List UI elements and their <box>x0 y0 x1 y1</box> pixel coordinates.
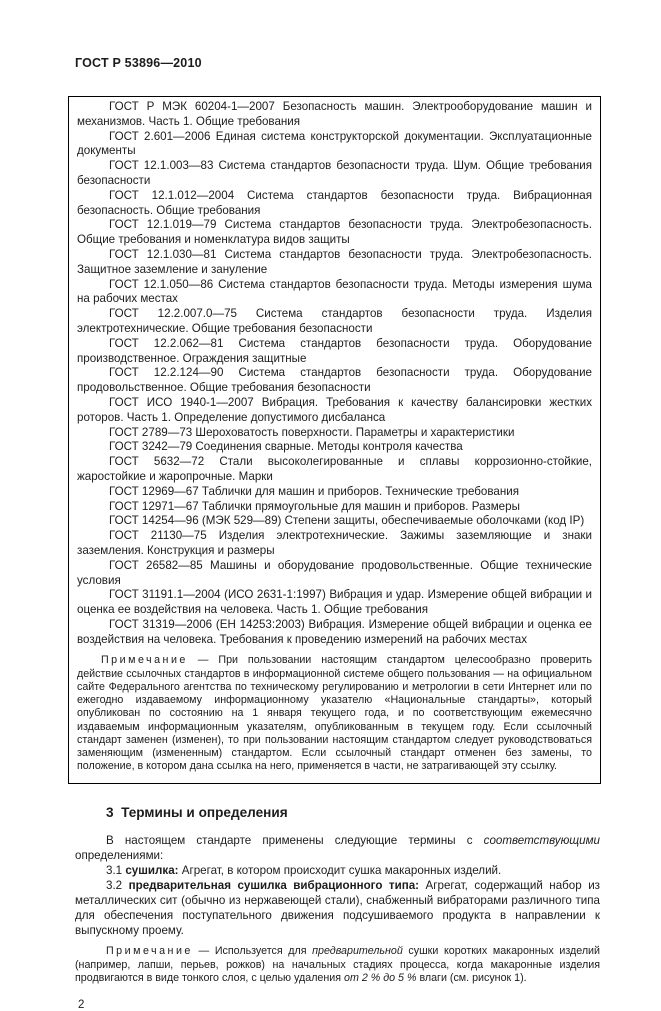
text-run: ГОСТ Р МЭК 60204-1—2007 Безопасность машин. Электрооборудование машин и механизмов. Часть 1. Общие требования <box>77 100 592 128</box>
text-run: ГОСТ 12.1.030—81 Система стандартов безопасности труда. Электробезопасность. Защитное заземление и зануление <box>77 247 592 276</box>
text-run: от 2 % до 5 % <box>344 971 417 984</box>
text-run: сушки коротких макаронных изделий (например, лапши, перьев, рожков) на начальных стадиях процесса, когда макаронные изделия продвигаются в виде тонкого слоя, с целью удаления <box>75 945 600 984</box>
reference-entry <box>77 500 592 515</box>
reference-entry <box>77 396 592 426</box>
reference-entry <box>77 100 592 130</box>
text-run: ГОСТ 31319—2006 (ЕН 14253:2003) Вибрация. Измерение общей вибрации и оценка ее воздействия на человека. Требования к проведению измерений на рабочих местах <box>77 617 592 646</box>
reference-entry <box>77 159 592 189</box>
text-run: ГОСТ 12.1.012—2004 Система стандартов безопасности труда. Вибрационная безопасность. Общие требования <box>77 188 592 217</box>
reference-entry <box>77 618 592 648</box>
section-heading-terms: 3 Термины и определения <box>106 805 288 821</box>
page-header <box>75 54 600 72</box>
text-run: влаги (см. рисунок 1). <box>416 971 527 984</box>
reference-entry <box>77 588 592 618</box>
text-run: 3.2 <box>106 879 129 893</box>
note-paragraph <box>77 654 592 773</box>
text-run: ГОСТ 12.1.003—83 Система стандартов безопасности труда. Шум. Общие требования безопасности <box>77 159 592 187</box>
text-run: Агрегат, содержащий набор из металлических сит (обычно из нержавеющей стали), снабженный вибраторами различного типа для обеспечения поступательного движения подсушиваемого продукта в направлении к выпускному проему. <box>75 879 600 938</box>
text-run: Агрегат, в котором происходит сушка макаронных изделий. <box>178 864 502 878</box>
reference-entry <box>77 514 592 529</box>
text-run: ГОСТ 12.2.124—90 Система стандартов безопасности труда. Оборудование продовольственное. Общие требования безопасности <box>77 366 592 395</box>
text-run: ГОСТ 12.1.019—79 Система стандартов безопасности труда. Электробезопасность. Общие требования и номенклатура видов защиты <box>77 218 592 247</box>
text-run: ГОСТ 31191.1—2004 (ИСО 2631-1:1997) Вибрация и удар. Измерение общей вибрации и оценка ее воздействия на человека. Часть 1. Общие требования <box>77 588 592 617</box>
references-list <box>77 100 592 647</box>
text-run: ГОСТ 12.2.007.0—75 Система стандартов безопасности труда. Изделия электротехнические. Общие требования безопасности <box>77 307 592 335</box>
text-run: ГОСТ 12969—67 Таблички для машин и приборов. Технические требования <box>109 484 519 498</box>
reference-entry <box>77 337 592 367</box>
reference-entry <box>77 189 592 219</box>
text-run: — Используется для <box>192 945 313 958</box>
terms-paragraph <box>75 863 600 878</box>
reference-entry <box>77 455 592 485</box>
text-run: ГОСТ 12.1.050—86 Система стандартов безопасности труда. Методы измерения шума на рабочих местах <box>77 277 592 306</box>
reference-entry <box>77 529 592 559</box>
terms-paragraph <box>75 878 600 938</box>
document-number: ГОСТ Р 53896—2010 <box>75 56 202 70</box>
text-run: — При пользовании настоящим стандартом целесообразно проверить действие ссылочных стандартов в информационной системе общего пользования — на официальном сайте Федерального агентства по техническому регулированию и метрологии в сети Интернет или по ежегодно издаваемому информационному указателю «Национальные стандарты», который опубликован по состоянию на 1 января текущего года, и по соответствующим ежемесячно издаваемым информационным указателям, опубликованным в текущем году. Если ссылочный стандарт заменен (изменен), то при пользовании настоящим стандартом следует руководствоваться заменяющим (измененным) стандартом. Если ссылочный стандарт отменен без замены, то положение, в котором дана ссылка на него, применяется в части, не затрагивающей эту ссылку. <box>77 654 592 773</box>
text-run: В настоящем стандарте применены следующие термины с <box>106 834 484 848</box>
text-run: ГОСТ 26582—85 Машины и оборудование продовольственные. Общие технические условия <box>77 558 592 587</box>
references-note <box>77 654 592 773</box>
text-run: предварительной <box>312 945 403 958</box>
note-label: Примечание <box>106 945 193 958</box>
normative-references-box <box>68 96 601 784</box>
text-run: соответствующими <box>483 834 600 848</box>
reference-entry <box>77 559 592 589</box>
text-run: ГОСТ ИСО 1940-1—2007 Вибрация. Требования к качеству балансировки жестких роторов. Часть 1. Определение допустимого дисбаланса <box>77 395 592 424</box>
terms-note <box>75 945 600 985</box>
reference-entry <box>77 278 592 308</box>
text-run: ГОСТ 21130—75 Изделия электротехнические. Зажимы заземляющие и знаки заземления. Конструкция и размеры <box>77 529 592 557</box>
reference-entry <box>77 307 592 337</box>
text-run: ГОСТ 3242—79 Соединения сварные. Методы контроля качества <box>109 440 463 454</box>
text-run: ГОСТ 2.601—2006 Единая система конструкторской документации. Эксплуатационные документы <box>77 129 592 158</box>
text-run: ГОСТ 12971—67 Таблички прямоугольные для машин и приборов. Размеры <box>109 499 520 513</box>
reference-entry <box>77 248 592 278</box>
term-name: сушилка: <box>125 864 179 878</box>
reference-entry <box>77 426 592 441</box>
page-number: 2 <box>78 998 85 1011</box>
note-label: Примечание <box>101 654 188 667</box>
term-name: предварительная сушилка вибрационного типа: <box>128 879 420 893</box>
reference-entry <box>77 218 592 248</box>
text-run: определениями: <box>75 849 164 863</box>
reference-entry <box>77 366 592 396</box>
reference-entry <box>77 485 592 500</box>
text-run: ГОСТ 5632—72 Стали высоколегированные и сплавы коррозионно-стойкие, жаростойкие и жаропрочные. Марки <box>77 455 592 483</box>
text-run: ГОСТ 14254—96 (МЭК 529—89) Степени защиты, обеспечиваемые оболочками (код IP) <box>109 514 585 528</box>
reference-entry <box>77 440 592 455</box>
terms-paragraph <box>75 833 600 863</box>
note-paragraph <box>75 945 600 985</box>
text-run: ГОСТ 12.2.062—81 Система стандартов безопасности труда. Оборудование производственное. Ограждения защитные <box>77 336 592 365</box>
text-run: 3.1 <box>106 864 126 878</box>
text-run: ГОСТ 2789—73 Шероховатость поверхности. Параметры и характеристики <box>109 425 515 439</box>
reference-entry <box>77 130 592 160</box>
terms-paragraphs <box>75 833 600 938</box>
